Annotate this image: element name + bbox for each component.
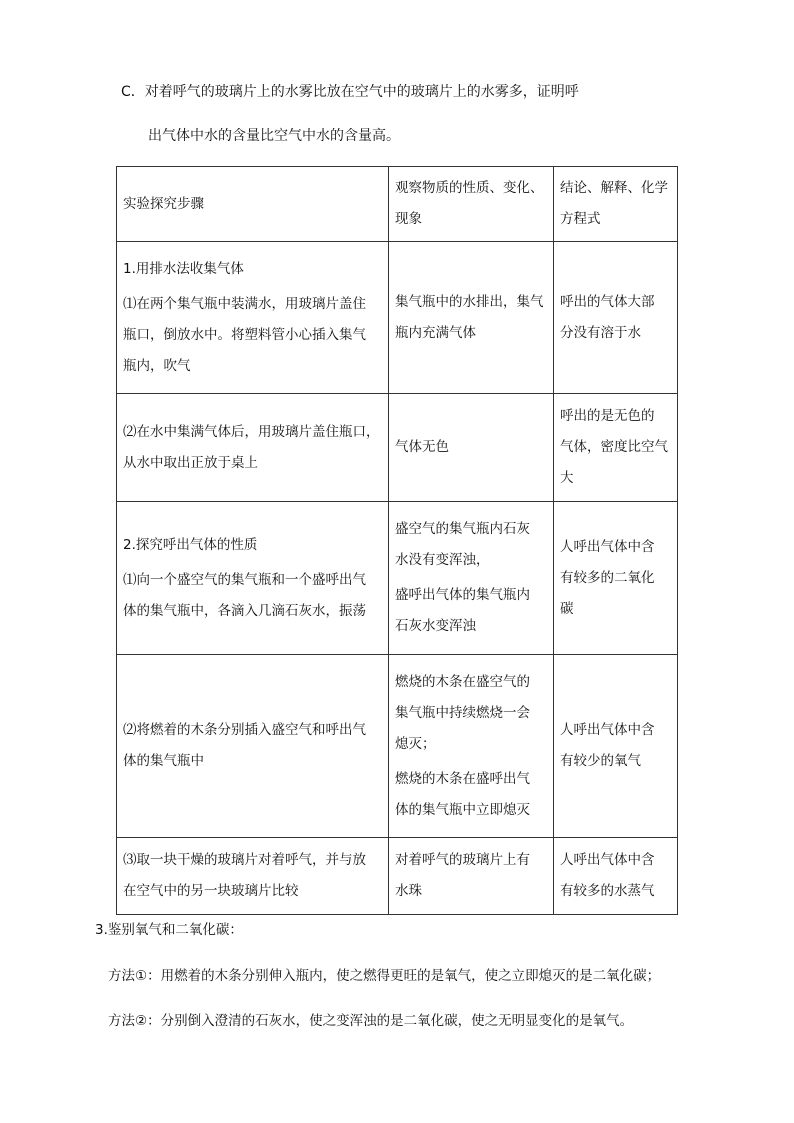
cell-text-line: 集气瓶中持续燃烧一会 (395, 704, 530, 721)
cell-text-line: 人呼出气体中含 (560, 852, 655, 868)
cell-text-line: 从水中取出正放于桌上 (123, 454, 258, 471)
cell-text-line: 瓶口，倒放水中。将塑料管小心插入集气 (123, 326, 366, 343)
cell-text-line: 大 (560, 470, 574, 486)
table-row (117, 655, 678, 838)
cell-text-line: 结论、解释、化学 (560, 180, 668, 196)
cell-text-line: 呼出的气体大部 (560, 293, 655, 310)
cell-text-line: 瓶内充满气体 (395, 324, 476, 341)
cell-text-line: 有较少的氧气 (560, 753, 641, 769)
observation-cell (389, 655, 554, 838)
observation-cell (389, 502, 554, 655)
cell-text-line: 观察物质的性质、变化、 (395, 180, 544, 196)
cell-text-line: 体的集气瓶中 (123, 753, 204, 769)
cell-text-line: 燃烧的木条在盛呼出气 (395, 770, 530, 787)
table-row (117, 242, 678, 394)
experiment-table (116, 166, 678, 915)
step-cell (117, 502, 389, 655)
cell-text-line: 气体，密度比空气 (560, 439, 668, 455)
cell-text-line: 人呼出气体中含 (560, 538, 655, 555)
cell-text-line: 盛呼出气体的集气瓶内 (395, 587, 530, 603)
cell-text-line: 现象 (395, 211, 422, 227)
cell-text-line: ⑴向一个盛空气的集气瓶和一个盛呼出气 (123, 571, 366, 588)
cell-text-line: ⑵在水中集满气体后，用玻璃片盖住瓶口， (123, 423, 380, 440)
table-header-row (117, 167, 678, 242)
cell-text-line: 有较多的二氧化 (560, 569, 655, 586)
observation-cell (389, 242, 554, 394)
header-cell (117, 167, 389, 242)
cell-text-line: 2.探究呼出气体的性质 (123, 536, 258, 553)
cell-text-line: 人呼出气体中含 (560, 722, 655, 738)
conclusion-cell (554, 394, 678, 502)
cell-text-line: 盛空气的集气瓶内石灰 (395, 521, 530, 537)
cell-text-line: 分没有溶于水 (560, 324, 641, 341)
cell-text-line: 1.用排水法收集气体 (123, 260, 244, 277)
observation-cell (389, 394, 554, 502)
cell-text-line: ⑵将燃着的木条分别插入盛空气和呼出气 (123, 722, 366, 738)
table-row (117, 838, 678, 915)
conclusion-cell (554, 242, 678, 394)
cell-text-line: 水珠 (395, 883, 422, 899)
cell-text-line: 集气瓶中的水排出，集气 (395, 293, 544, 310)
step-cell (117, 655, 389, 838)
cell-text-line: 熄灭； (395, 735, 436, 752)
step-cell (117, 242, 389, 394)
cell-text-line: 石灰水变浑浊 (395, 618, 476, 634)
cell-text-line: 对着呼气的玻璃片上有 (395, 852, 530, 868)
method-2-text: 方法②：分别倒入澄清的石灰水，使之变浑浊的是二氧化碳，使之无明显变化的是氧气。 (108, 1013, 634, 1029)
section-3-title: 3.鉴别氧气和二氧化碳： (95, 922, 243, 938)
header-cell (554, 167, 678, 242)
cell-text-line: 方程式 (560, 211, 601, 227)
table-row (117, 502, 678, 655)
cell-text-line: 呼出的是无色的 (560, 408, 655, 424)
cell-text-line: 碳 (560, 600, 574, 617)
cell-text-line: 在空气中的另一块玻璃片比较 (123, 883, 299, 899)
cell-text-line: 水没有变浑浊， (395, 552, 490, 568)
cell-text-line: 瓶内，吹气 (123, 357, 191, 374)
intro-line-1: C．对着呼气的玻璃片上的水雾比放在空气中的玻璃片上的水雾多，证明呼 (121, 84, 579, 100)
conclusion-cell (554, 838, 678, 915)
cell-text-line: 燃烧的木条在盛空气的 (395, 673, 530, 690)
cell-text-line: 有较多的水蒸气 (560, 883, 655, 899)
conclusion-cell (554, 502, 678, 655)
observation-cell (389, 838, 554, 915)
cell-text-line: ⑶取一块干燥的玻璃片对着呼气，并与放 (123, 852, 366, 868)
cell-text-line: 实验探究步骤 (123, 195, 204, 212)
method-1-text: 方法①：用燃着的木条分别伸入瓶内，使之燃得更旺的是氧气，使之立即熄灭的是二氧化碳； (108, 968, 661, 984)
step-cell (117, 838, 389, 915)
step-cell (117, 394, 389, 502)
conclusion-cell (554, 655, 678, 838)
intro-line-2: 出气体中水的含量比空气中水的含量高。 (148, 128, 400, 144)
cell-text-line: 体的集气瓶中立即熄灭 (395, 801, 530, 818)
header-cell (389, 167, 554, 242)
cell-text-line: ⑴在两个集气瓶中装满水，用玻璃片盖住 (123, 295, 366, 312)
cell-text-line: 体的集气瓶中，各滴入几滴石灰水，振荡 (123, 602, 366, 619)
table-row (117, 394, 678, 502)
cell-text-line: 气体无色 (395, 439, 449, 455)
